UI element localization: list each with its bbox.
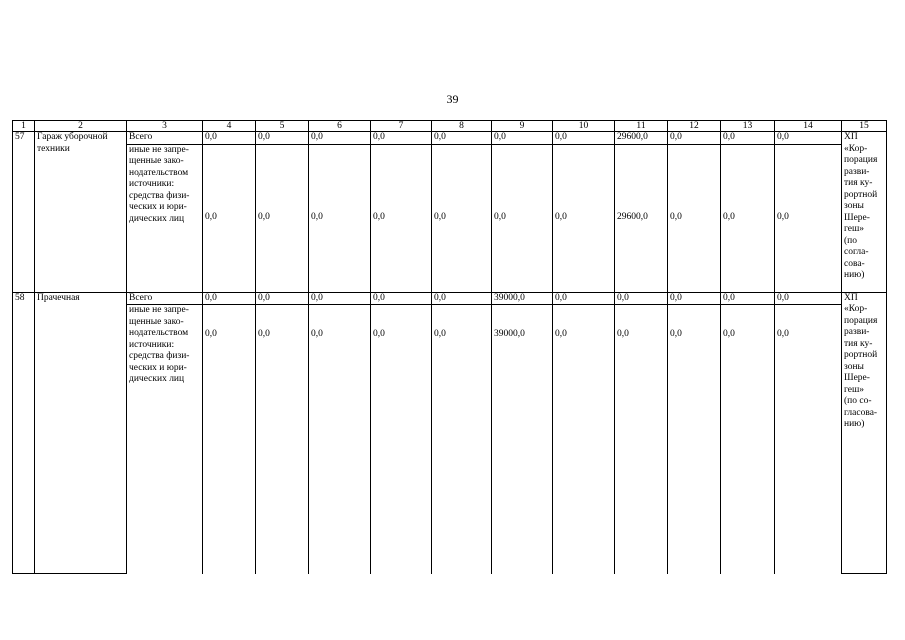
col-header: 14 bbox=[775, 121, 842, 132]
value-cell: 0,0 bbox=[668, 132, 721, 145]
value-cell: 0,0 bbox=[309, 132, 371, 145]
value-cell: 0,0 bbox=[203, 292, 256, 305]
value-cell: 0,0 bbox=[203, 305, 256, 574]
value-cell: 0,0 bbox=[775, 292, 842, 305]
value-cell: 39000,0 bbox=[492, 292, 553, 305]
value-cell: 0,0 bbox=[553, 144, 615, 292]
value-cell: 29600,0 bbox=[615, 144, 668, 292]
value-cell: 0,0 bbox=[553, 292, 615, 305]
col-header: 2 bbox=[35, 121, 127, 132]
value-cell: 0,0 bbox=[432, 292, 492, 305]
value-cell: 0,0 bbox=[256, 292, 309, 305]
col-header: 8 bbox=[432, 121, 492, 132]
value-cell: 0,0 bbox=[668, 144, 721, 292]
value-cell: 0,0 bbox=[371, 305, 432, 574]
col-header: 6 bbox=[309, 121, 371, 132]
value-cell: 0,0 bbox=[615, 305, 668, 574]
row-number: 58 bbox=[13, 292, 35, 574]
value-cell: 0,0 bbox=[256, 132, 309, 145]
table-row-total bbox=[13, 292, 887, 305]
value-cell: 0,0 bbox=[309, 292, 371, 305]
value-cell: 29600,0 bbox=[615, 132, 668, 145]
table-row-source bbox=[13, 305, 887, 574]
value-cell: 0,0 bbox=[775, 305, 842, 574]
value-cell: 0,0 bbox=[256, 144, 309, 292]
value-cell: 0,0 bbox=[371, 292, 432, 305]
object-name: Гараж уборочной техники bbox=[35, 132, 127, 293]
col-header: 1 bbox=[13, 121, 35, 132]
value-cell: 0,0 bbox=[721, 132, 775, 145]
value-cell: 39000,0 bbox=[492, 305, 553, 574]
value-cell: 0,0 bbox=[721, 305, 775, 574]
col-header: 7 bbox=[371, 121, 432, 132]
value-cell: 0,0 bbox=[492, 132, 553, 145]
funding-table bbox=[12, 120, 887, 574]
responsible-party: ХП «Кор- порация разви- тия ку- рортной зоны Шере- геш» (по согла- сова- нию) bbox=[842, 132, 887, 293]
value-cell: 0,0 bbox=[721, 292, 775, 305]
value-cell: 0,0 bbox=[309, 144, 371, 292]
responsible-party: ХП «Кор- порация разви- тия ку- рортной зоны Шере- геш» (по со- гласова- нию) bbox=[842, 292, 887, 574]
col-header: 3 bbox=[127, 121, 203, 132]
value-cell: 0,0 bbox=[256, 305, 309, 574]
source-label: иные не запре- щенные зако- нодательством источники: средства физи- ческих и юри- дических лиц bbox=[127, 305, 203, 574]
object-name: Прачечная bbox=[35, 292, 127, 574]
value-cell: 0,0 bbox=[432, 132, 492, 145]
value-cell: 0,0 bbox=[432, 305, 492, 574]
col-header: 10 bbox=[553, 121, 615, 132]
source-label: иные не запре- щенные зако- нодательством источники: средства физи- ческих и юри- дических лиц bbox=[127, 144, 203, 292]
value-cell: 0,0 bbox=[775, 132, 842, 145]
value-cell: 0,0 bbox=[668, 292, 721, 305]
value-cell: 0,0 bbox=[371, 144, 432, 292]
value-cell: 0,0 bbox=[432, 144, 492, 292]
col-header: 9 bbox=[492, 121, 553, 132]
value-cell: 0,0 bbox=[721, 144, 775, 292]
col-header: 11 bbox=[615, 121, 668, 132]
header-row bbox=[13, 121, 887, 132]
value-cell: 0,0 bbox=[668, 305, 721, 574]
value-cell: 0,0 bbox=[553, 305, 615, 574]
value-cell: 0,0 bbox=[615, 292, 668, 305]
table-row-source bbox=[13, 144, 887, 292]
value-cell: 0,0 bbox=[203, 132, 256, 145]
table-row-total bbox=[13, 132, 887, 145]
value-cell: 0,0 bbox=[203, 144, 256, 292]
page-number: 39 bbox=[446, 92, 459, 106]
total-label: Всего bbox=[127, 132, 203, 145]
value-cell: 0,0 bbox=[309, 305, 371, 574]
value-cell: 0,0 bbox=[492, 144, 553, 292]
col-header: 13 bbox=[721, 121, 775, 132]
total-label: Всего bbox=[127, 292, 203, 305]
row-number: 57 bbox=[13, 132, 35, 293]
col-header: 15 bbox=[842, 121, 887, 132]
value-cell: 0,0 bbox=[371, 132, 432, 145]
col-header: 5 bbox=[256, 121, 309, 132]
col-header: 4 bbox=[203, 121, 256, 132]
value-cell: 0,0 bbox=[775, 144, 842, 292]
value-cell: 0,0 bbox=[553, 132, 615, 145]
col-header: 12 bbox=[668, 121, 721, 132]
